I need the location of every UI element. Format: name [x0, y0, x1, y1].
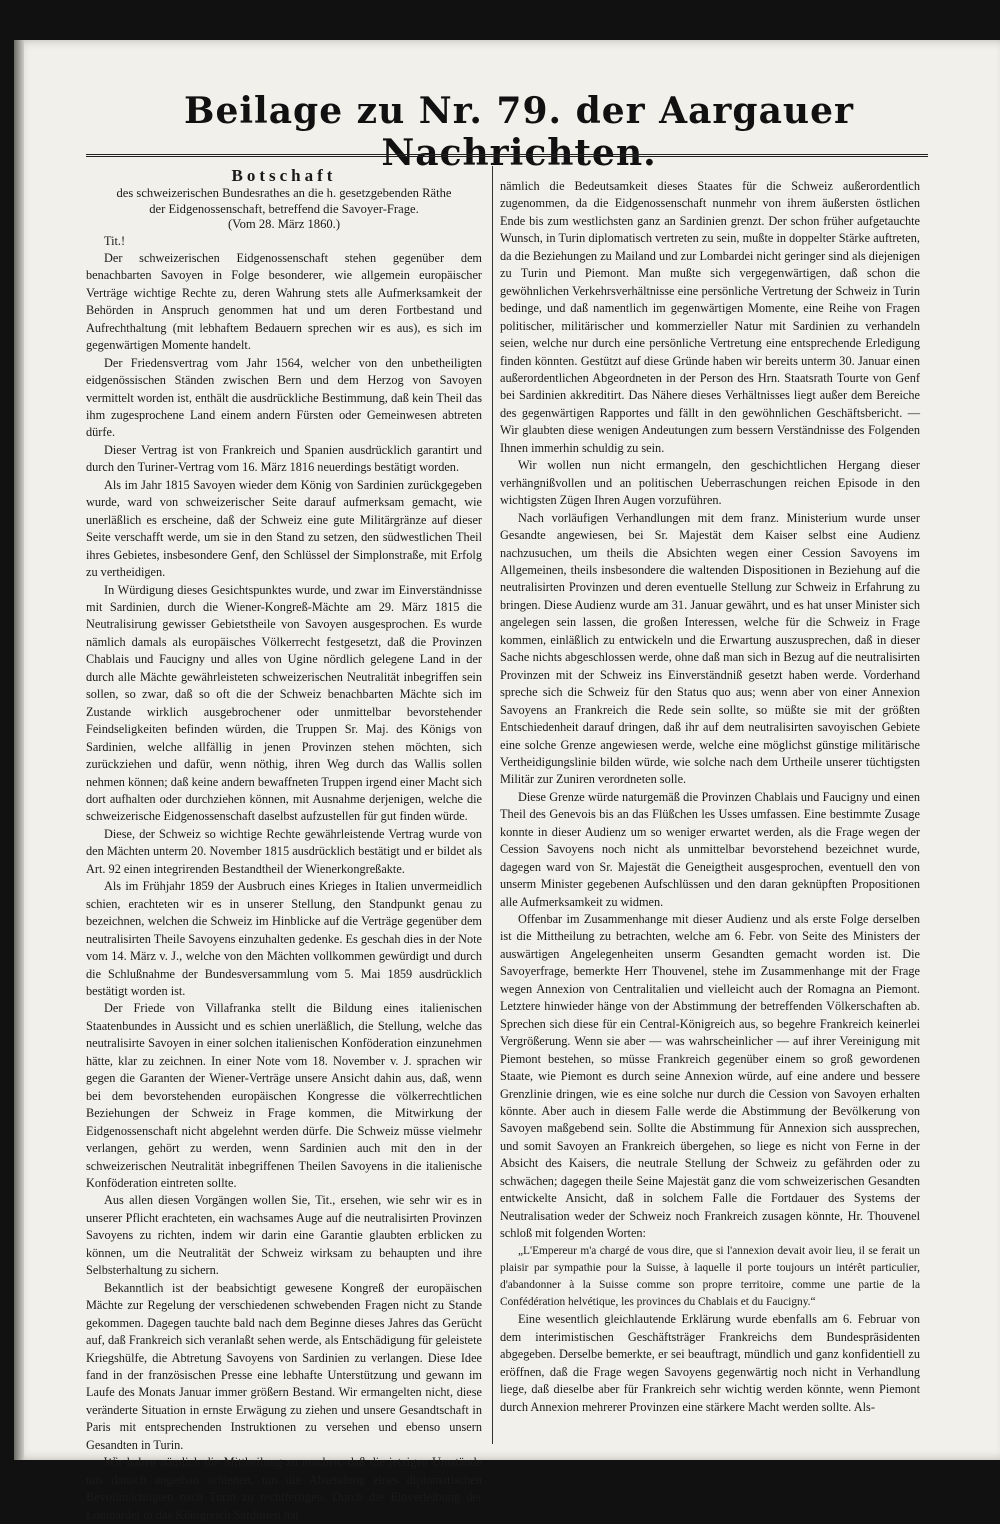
left-paragraph: Der schweizerischen Eidgenossenschaft stehen gegenüber dem benachbarten Savoyen in Folge besonderer, wie allgemein europäischer Verträge wichtige Rechte zu, deren Wahrung stets alle Aufmerksamkeit der Behörden in Anspruch genommen hat und um deren Fortbestand und Aufrechthaltung (mit lebhaftem Bedauern sprechen wir es aus), es sich im gegenwärtigen Momente handelt.: [86, 250, 482, 353]
article-title: Botschaft: [231, 166, 337, 185]
newspaper-page: [14, 40, 1000, 1522]
left-paragraph: Als im Frühjahr 1859 der Ausbruch eines Krieges in Italien unvermeidlich schien, erachteten wir es in unserer Stellung, den Standpunkt genau zu bezeichnen, welchen die Schweiz im Hinblicke auf die Verträge gegenüber dem neutralisirten Theile Savoyens einzuhalten gedenke. Es geschah dies in der Note vom 14. März v. J., welche von den Mächten vollkommen gewürdigt und durch die Schlußnahme der Bundesversammlung vom 5. Mai 1859 ausdrücklich bestätigt worden ist.: [86, 879, 482, 998]
right-paragraph: Wir wollen nun nicht ermangeln, den geschichtlichen Hergang dieser verhängnißvollen und an politischen Ueberraschungen reichen Episode in den wichtigsten Zügen Ihren Augen vorzuführen.: [500, 458, 920, 508]
right-paragraph: nämlich die Bedeutsamkeit dieses Staates für die Schweiz außerordentlich zugenommen, da die Eidgenossenschaft nunmehr von ihrem äußersten östlichen Ende bis zum westlichsten ganz an Sardinien grenzt. Der schon früher aufgetauchte Wunsch, in Turin diplomatisch vertreten zu sein, mußte in doppelter Stärke auftreten, da die Beziehungen zu Mailand und zur Lombardei nicht geringer sind als diejenigen zu Turin und Piemont. Man mußte sich vergegenwärtigen, daß schon die gewöhnlichen Verkehrsverhältnisse eine persönliche Vertretung der Schweiz in Turin bedinge, und daß namentlich im gegenwärtigen Momente, eine Reihe von Fragen politischer, militärischer und kommerzieller Natur mit Sardinien zu verhandeln seien, welche nur durch eine persönliche Vertretung eine entsprechende Erledigung finden könnten. Gestützt auf diese Gründe haben wir bereits unterm 30. Januar einen außerordentlichen Abgeordneten in der Person des Hrn. Staatsrath Tourte von Genf bei Sardinien akkreditirt. Das Nähere dieses Verhältnisses liegt außer dem Bereiche des gegenwärtigen Rapportes und fällt in den gewöhnlichen Geschäftsbericht. — Wir glaubten diese wenigen Andeutungen zum bessern Verständnisse des Folgenden Ihnen immerhin schuldig zu sein.: [500, 179, 920, 455]
left-paragraph: Der Friedensvertrag vom Jahr 1564, welcher von den unbetheiligten eidgenössischen Ständen zwischen Bern und dem Herzog von Savoyen vermittelt worden ist, enthält die ausdrückliche Bestimmung, daß kein Theil das ihm zugesprochene Land einem andern Fürsten oder Gemeinwesen abtreten dürfe.: [86, 355, 482, 440]
left-paragraph: Wir haben nämlich die Mittheilung zu machen, daß die jetzigen Umstände uns danach angethan schienen, um die Absendung eines diplomatischen Bevollmächtigten nach Turin zu rechtfertigen. Durch die Einverleibung der Lombardei in das Königreich Sardinien hat: [86, 1455, 482, 1522]
article-subtitle-line-1: des schweizerischen Bundesrathes an die h. gesetzgebenden Räthe: [116, 186, 452, 200]
masthead-rule: [86, 154, 928, 157]
right-column: [500, 178, 920, 1416]
left-paragraph: Diese, der Schweiz so wichtige Rechte gewährleistende Vertrag wurde von den Mächten unterm 20. November 1815 ausdrücklich bestätigt und er bildet als Art. 92 einen integrirenden Bestandtheil der Wienerkongreßakte.: [86, 826, 482, 876]
article-date: (Vom 28. März 1860.): [227, 217, 341, 231]
right-paragraph: Diese Grenze würde naturgemäß die Provinzen Chablais und Faucigny und einen Theil des Genevois bis an das Flüßchen les Usses umfassen. Eine bestimmte Zusage konnte in dieser Audienz um so weniger erwartet werden, als die Frage wegen der Cession Savoyens noch nicht als unmittelbar bevorstehend bezeichnet wurde, dagegen ward von Sr. Majestät die Geneigtheit ausgesprochen, eventuell den von unserm Minister gegebenen Aufschlüssen und den daran geknüpften Propositionen alle Aufmerksamkeit zu widmen.: [500, 789, 920, 909]
right-paragraph: Offenbar im Zusammenhange mit dieser Audienz und als erste Folge derselben ist die Mittheilung zu betrachten, welche am 6. Febr. von Seite des Ministers der auswärtigen Angelegenheiten unserm Gesandten gemacht worden ist. Die Savoyerfrage, bemerkte Herr Thouvenel, stehe im Zusammenhange mit der Frage wegen Annexion von Centralitalien und vielleicht auch der Romagna an Piemont. Letztere hinwieder hänge von der Abstimmung der betreffenden Völkerschaften ab. Sprechen sich diese für ein Central-Königreich aus, so begehre Frankreich keinerlei Vergrößerung. Wenn sie aber — was wahrscheinlicher — auf ihrer Vereinigung mit Piemont bestehen, so müsse Frankreich gegenüber einem so groß gewordenen Staate, wie Piemont es durch seine Annexion würde, auf eine andere und bessere Grenzlinie dringen, wie es eine solche nur durch die Cession von Savoyen erhalten könnte. Aber auch in diesem Falle werde die Abstimmung der Bevölkerung von Savoyen maßgebend sein. Sollte die Abstimmung für Annexion sich aussprechen, und somit Savoyen an Frankreich übergehen, so liege es nicht von Ferne in der Absicht des Kaisers, die neutrale Stellung der Schweiz zu gefährden oder zu schwächen; dagegen theile Seine Majestät ganz die vom schweizerischen Gesandten entwickelte Ansicht, daß in solchem Falle die Fortdauer des Systems der Neutralisation weder der Schweiz noch Frankreich zusagen könnte, Hr. Thouvenel schloß mit folgenden Worten:: [500, 912, 920, 1241]
article-heading: [86, 166, 482, 233]
left-paragraph: Aus allen diesen Vorgängen wollen Sie, Tit., ersehen, wie sehr wir es in unserer Pflicht erachteten, ein wachsames Auge auf die neutralisirten Provinzen Savoyens zu richten, indem wir darin eine Garantie glaubten erblicken zu können, um die Neutralität der Schweiz wirksam zu behaupten und ihre Selbsterhaltung zu sichern.: [86, 1193, 482, 1278]
left-paragraph: Bekanntlich ist der beabsichtigt gewesene Kongreß der europäischen Mächte zur Regelung der verschiedenen schwebenden Fragen nicht zu Stande gekommen. Dagegen tauchte bald nach dem Beginne dieses Jahres das Gerücht auf, daß Frankreich sich veranlaßt sehen werde, als Entschädigung für geleistete Kriegshülfe, die Abtretung Savoyens von Sardinien zu verlangen. Diese Idee fand in der französischen Presse eine lebhafte Unterstützung und gewann im Laufe des Monats Januar immer größern Bestand. Wir ermangelten nicht, diese veränderte Situation in ernste Erwägung zu ziehen und unsere Gesandtschaft in Paris mit entsprechenden Instruktionen zu versehen und ebenso unsern Gesandten in Turin.: [86, 1280, 482, 1452]
page-edge-shadow: [14, 40, 24, 1460]
french-quote: „L'Empereur m'a chargé de vous dire, que si l'annexion devait avoir lieu, il se ferait un plaisir par sympathie pour la Suisse, à laquelle il porte toujours un intérêt particulier, d'abandonner à la Suisse comme son propre territoire, comme une partie de la Confédération helvétique, les provinces du Chablais et du Faucigny.“: [500, 1244, 920, 1309]
left-paragraph: Der Friede von Villafranka stellt die Bildung eines italienischen Staatenbundes in Aussicht und es schien unerläßlich, die Stellung, welche das neutralisirte Savoyen in einer solchen italienischen Konföderation einzunehmen hätte, klar zu zeichnen. In einer Note vom 18. November v. J. sprachen wir gegen die Garanten der Wiener-Verträge unsere Ansicht dahin aus, daß, wenn bei dem bevorstehenden europäischen Kongresse die völkerrechtlichen Beziehungen der Schweiz in Frage kommen, die Mitwirkung der Eidgenossenschaft nicht abgelehnt werden dürfe. Die Schweiz müsse vielmehr verlangen, gehört zu werden, wenn Sardinien auch mit den in der schweizerischen Neutralität inbegriffenen Theilen Savoyens in die italienische Konföderation eintreten sollte.: [86, 1001, 482, 1190]
left-paragraph: Als im Jahr 1815 Savoyen wieder dem König von Sardinien zurückgegeben wurde, ward von schweizerischer Seite darauf aufmerksam gemacht, wie unerläßlich es erscheine, daß der Schweiz eine gute Militärgränze auf dieser Seite verschafft werde, um sie in den Stand zu setzen, den südwestlichen Theil ihres Gebietes, insbesondere Genf, den Schlüssel der Simplonstraße, mit Erfolg zu vertheidigen.: [86, 477, 482, 580]
masthead-title: Beilage zu Nr. 79. der Aargauer Nachrichten.: [184, 90, 854, 174]
right-paragraph: Nach vorläufigen Verhandlungen mit dem franz. Ministerium wurde unser Gesandte angewiesen, bei Sr. Majestät dem Kaiser selbst eine Audienz nachzusuchen, um theils die Absichten wegen einer Cession Savoyens im Allgemeinen, theils insbesondere die waltenden Dispositionen in Beziehung auf die neutralisirten Provinzen und deren eventuelle Stellung zur Schweiz in Erfahrung zu bringen. Diese Audienz wurde am 31. Januar gewährt, und es hat unser Minister sich angelegen sein lassen, die großen Interessen, welche für die Schweiz in Frage kommen, einläßlich zu entwickeln und die Erwartung auszusprechen, daß in dieser Sache nichts abgeschlossen werde, ohne daß man sich in Bezug auf die neutralisirten Provinzen mit der Schweiz ins Einverständniß gesetzt haben werde. Vorderhand spreche sich die Schweiz für den Status quo aus; wenn aber von einer Annexion Savoyens an Frankreich die Rede sein sollte, so müßte sie mit der größten Entschiedenheit darauf dringen, daß ihr auf dem neutralisirten savoyischen Gebiete eine solche Grenze angewiesen werde, welche eine möglichst günstige militärische Vertheidigungslinie bilden würde, wie solche nach dem Urtheile unserer tüchtigsten Militär zur Zuniren verordneten solle.: [500, 510, 920, 787]
salutation: Tit.!: [104, 233, 126, 248]
right-paragraph: Eine wesentlich gleichlautende Erklärung wurde ebenfalls am 6. Februar von dem interimistischen Geschäftsträger Frankreichs dem Bundespräsidenten abgegeben. Derselbe bemerkte, er sei beauftragt, mündlich und ganz konfidentiell zu eröffnen, daß die Frage wegen Savoyens gegenwärtig noch nicht in Verhandlung liege, daß dieselbe aber für Frankreich sehr wichtig werden könnte, wenn Piemont durch Annexion mehrerer Provinzen eine stärkere Macht werden sollte. Als-: [500, 1312, 920, 1414]
column-divider: [492, 166, 493, 1444]
left-paragraph: Dieser Vertrag ist von Frankreich und Spanien ausdrücklich garantirt und durch den Turiner-Vertrag vom 16. März 1816 neuerdings bestätigt worden.: [86, 442, 482, 475]
article-subtitle-line-2: der Eidgenossenschaft, betreffend die Savoyer-Frage.: [149, 201, 419, 216]
left-paragraph: In Würdigung dieses Gesichtspunktes wurde, und zwar im Einverständnisse mit Sardinien, durch die Wiener-Kongreß-Mächte am 29. März 1815 die Neutralisirung gewisser Gebietstheile von Savoyen ausgesprochen. Es wurde nämlich damals als europäisches Völkerrecht festgesetzt, daß die Provinzen Chablais und Faucigny und alles von Ugine nördlich gelegene Land in der durch alle Mächte gewährleisteten schweizerischen Neutralität inbegriffen sein sollen, so zwar, daß so oft die der Schweiz benachbarten Mächte sich im Zustande wirklich ausgebrochener oder unmittelbar bevorstehender Feindseligkeiten befinden würden, die Truppen Sr. Maj. des Königs von Sardinien, welche allfällig in jenen Provinzen stehen möchten, sich zurückziehen und dafür, wenn nöthig, ihren Weg durch das Wallis sollen nehmen können; daß keine andern bewaffneten Truppen irgend einer Macht sich dort aufhalten oder durchziehen können, mit Ausnahme derjenigen, welche die schweizerische Eidgenossenschaft daselbst aufzustellen für gut finden würde.: [86, 582, 482, 824]
left-column: [86, 166, 482, 1524]
